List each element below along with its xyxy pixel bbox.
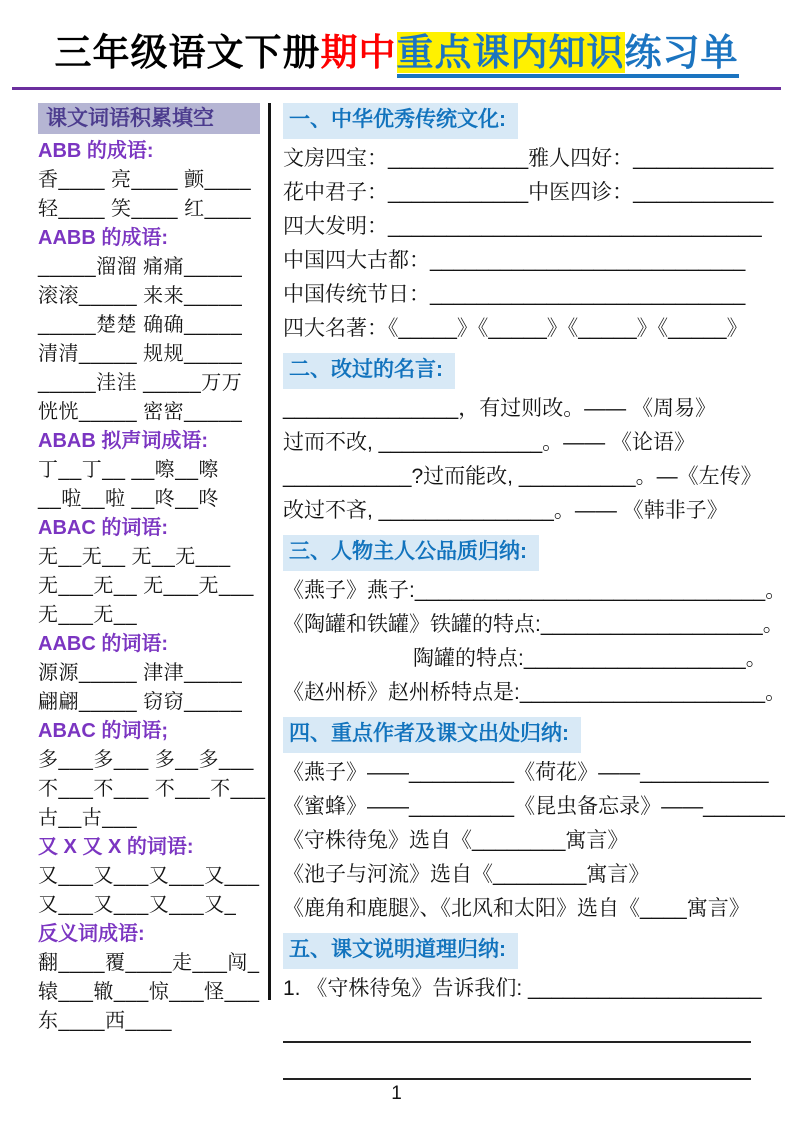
page-title: [55, 22, 739, 76]
fill-blank-line: 东____西____: [38, 1010, 172, 1032]
answer-line: [283, 1006, 751, 1043]
fill-blank-line: 恍恍_____ 密密_____: [38, 401, 243, 423]
word-group-heading-youx: 又 X 又 X 的词语:: [38, 836, 194, 858]
exercise-row: 陶罐的特点:___________________。: [413, 647, 767, 670]
word-group-heading-antonym: 反义词成语:: [38, 923, 145, 945]
title-grade-part: 三年级语文下册: [54, 32, 321, 73]
exercise-row: 《鹿角和鹿腿》、《北风和太阳》选自《____寓言》: [283, 897, 750, 920]
exercise-row: ___________?过而能改, __________。—《左传》: [283, 465, 762, 488]
title-highlighted-part: 重点课内知识: [396, 32, 625, 73]
exercise-row: 《蜜蜂》——_________《昆虫备忘录》——_______: [283, 795, 785, 818]
fill-blank-line: _____洼洼 _____万万: [38, 372, 243, 394]
exercise-row: 《燕子》——_________《荷花》——___________: [283, 761, 769, 784]
fill-blank-line: 清清_____ 规规_____: [38, 343, 243, 365]
exercise-row: 四大发明：________________________________: [283, 215, 762, 238]
left-column: [38, 103, 266, 1046]
exercise-row: 中国四大古都：___________________________: [283, 249, 746, 272]
section-heading: 五、课文说明道理归纳:: [283, 933, 518, 969]
fill-blank-line: 不___不___ 不___不___: [38, 778, 266, 800]
fill-blank-line: 滚滚_____ 来来_____: [38, 285, 243, 307]
fill-blank-line: 古__古___: [38, 807, 138, 829]
fill-blank-line: 无__无__ 无__无___: [38, 546, 231, 568]
title-midterm-part: 期中: [320, 32, 397, 73]
word-group-heading-abab: ABAB 拟声词成语:: [38, 430, 208, 452]
exercise-row: 《陶罐和铁罐》铁罐的特点:___________________。: [283, 613, 784, 636]
fill-blank-line: 轻____ 笑____ 红____: [38, 198, 252, 220]
section-heading: 四、重点作者及课文出处归纳:: [283, 717, 581, 753]
fill-blank-line: 丁__丁__ __嚓__嚓: [38, 459, 220, 481]
right-column: [283, 103, 787, 1046]
section-heading: 二、改过的名言:: [283, 353, 455, 389]
exercise-row: 四大名著：《_____》《_____》《_____》《_____》: [283, 317, 748, 340]
fill-blank-line: 又___又___又___又_: [38, 894, 237, 916]
fill-blank-line: _____楚楚 确确_____: [38, 314, 243, 336]
section-heading: 一、中华优秀传统文化:: [283, 103, 518, 139]
section-traditional-culture: [283, 103, 774, 346]
exercise-row: _______________，有过则改。—— 《周易》: [283, 397, 717, 420]
fill-blank-line: __啦__啦 __咚__咚: [38, 488, 220, 510]
exercise-row: 中国传统节日：___________________________: [283, 283, 746, 306]
content-area: [12, 90, 787, 1046]
section-heading: 三、人物主人公品质归纳:: [283, 535, 539, 571]
word-group-heading-abac-2: ABAC 的词语;: [38, 720, 168, 742]
section-famous-quotes: [283, 353, 762, 528]
exercise-row: 文房四宝：____________雅人四好：____________: [283, 147, 774, 170]
left-column-header: 课文词语积累填空: [38, 103, 260, 134]
section-character-traits: [283, 535, 787, 710]
word-group-heading-abb: ABB 的成语:: [38, 140, 154, 162]
title-underlined-part: [397, 32, 739, 78]
exercise-row: 花中君子：____________中医四诊：____________: [283, 181, 774, 204]
exercise-row: 《赵州桥》赵州桥特点是:_____________________。: [283, 681, 787, 704]
fill-blank-line: 翩翩_____ 窃窃_____: [38, 691, 243, 713]
answer-line: [283, 1043, 751, 1080]
fill-blank-line: 翻____覆____走___闯_: [38, 952, 260, 974]
word-group-heading-abac-1: ABAC 的词语:: [38, 517, 168, 539]
exercise-row: 1. 《守株待兔》告诉我们: ____________________: [283, 977, 762, 1000]
fill-blank-line: 又___又___又___又___: [38, 865, 260, 887]
exercise-row: 改过不吝, _______________。—— 《韩非子》: [283, 499, 728, 522]
word-group-heading-aabb: AABB 的成语:: [38, 227, 168, 249]
exercise-row: 《守株待兔》选自《________寓言》: [283, 829, 629, 852]
title-bar: [12, 12, 781, 76]
exercise-row: 过而不改, ______________。—— 《论语》: [283, 431, 696, 454]
fill-blank-line: 无___无__ 无___无___: [38, 575, 254, 597]
column-divider: [268, 103, 271, 1000]
fill-blank-line: 源源_____ 津津_____: [38, 662, 243, 684]
fill-blank-line: 辕___辙___惊___怪___: [38, 981, 260, 1003]
title-worksheet-part: 练习单: [624, 32, 739, 73]
exercise-row: 《池子与河流》选自《________寓言》: [283, 863, 650, 886]
page-number: 1: [391, 1083, 402, 1104]
fill-blank-line: _____溜溜 痛痛_____: [38, 256, 243, 278]
exercise-row: 《燕子》燕子:______________________________。: [283, 579, 787, 602]
fill-blank-line: 多___多___ 多__多___: [38, 749, 254, 771]
fill-blank-line: 无___无__: [38, 604, 138, 626]
section-lessons-learned: [283, 933, 762, 1080]
word-group-heading-aabc: AABC 的词语:: [38, 633, 168, 655]
fill-blank-line: 香____ 亮____ 颤____: [38, 169, 252, 191]
section-authors-sources: [283, 717, 785, 926]
